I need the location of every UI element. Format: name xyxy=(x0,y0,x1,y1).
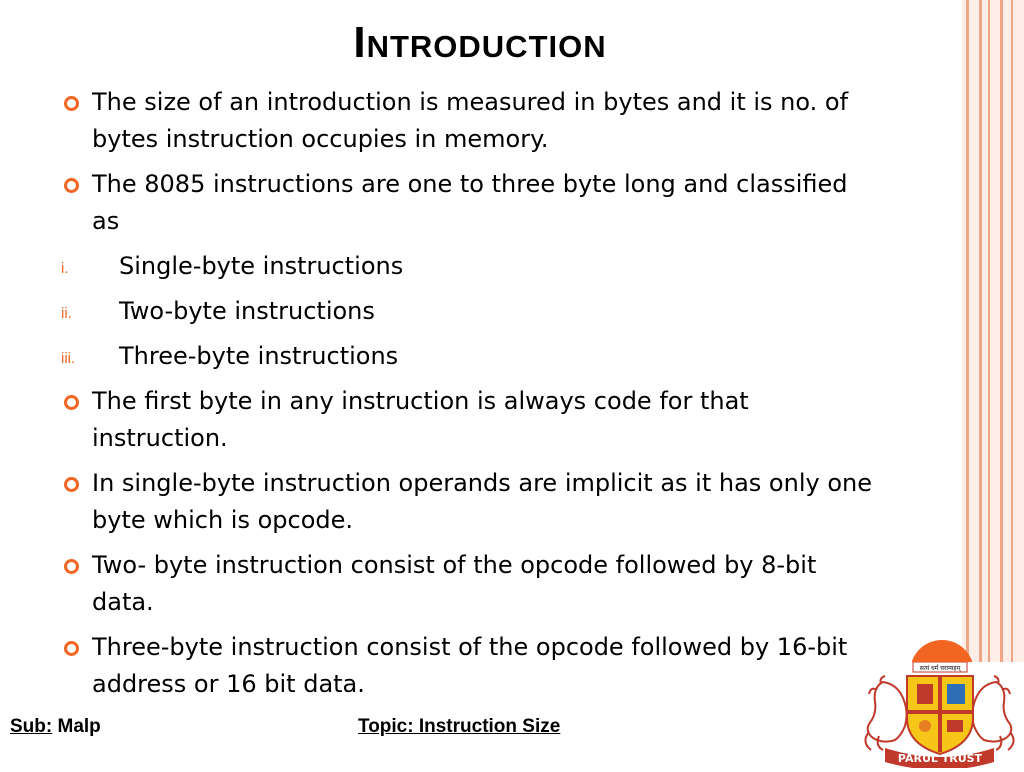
list-item: The 8085 instructions are one to three byte long and classified as xyxy=(0,166,880,240)
bullet-circle-icon xyxy=(64,178,79,193)
parul-trust-logo xyxy=(855,662,1024,768)
bullet-circle-icon xyxy=(64,477,79,492)
footer-topic: Topic: Instruction Size xyxy=(358,716,561,737)
list-item: Three-byte instruction consist of the opcode followed by 16-bit address or 16 bit data. xyxy=(0,629,880,703)
list-item: The size of an introduction is measured in bytes and it is no. of bytes instruction occupies in memory. xyxy=(0,84,880,158)
decorative-stripes xyxy=(962,0,1024,768)
bullet-circle-icon xyxy=(64,559,79,574)
numbered-item: i. Single-byte instructions xyxy=(0,248,880,285)
footer-subject xyxy=(10,716,101,738)
list-item: Two- byte instruction consist of the opcode followed by 8-bit data. xyxy=(0,547,880,621)
bullet-circle-icon xyxy=(64,96,79,111)
list-item: The first byte in any instruction is always code for that instruction. xyxy=(0,383,880,457)
list-item: In single-byte instruction operands are implicit as it has only one byte which is opcode. xyxy=(0,465,880,539)
logo-motto: सत्यं धर्मं चराम्यहम् xyxy=(919,665,961,672)
content-list xyxy=(0,84,880,711)
subject-value: Malp xyxy=(57,716,101,737)
slide-title: Introduction xyxy=(353,18,607,67)
subject-label: Sub: xyxy=(10,716,53,737)
item-number: ii. xyxy=(61,305,72,322)
numbered-item: ii. Two-byte instructions xyxy=(0,293,880,330)
item-number: i. xyxy=(61,260,69,277)
bullet-circle-icon xyxy=(64,641,79,656)
item-number: iii. xyxy=(61,350,76,367)
logo-banner-text: PARUL TRUST xyxy=(897,752,983,765)
bullet-circle-icon xyxy=(64,395,79,410)
numbered-item: iii. Three-byte instructions xyxy=(0,338,880,375)
